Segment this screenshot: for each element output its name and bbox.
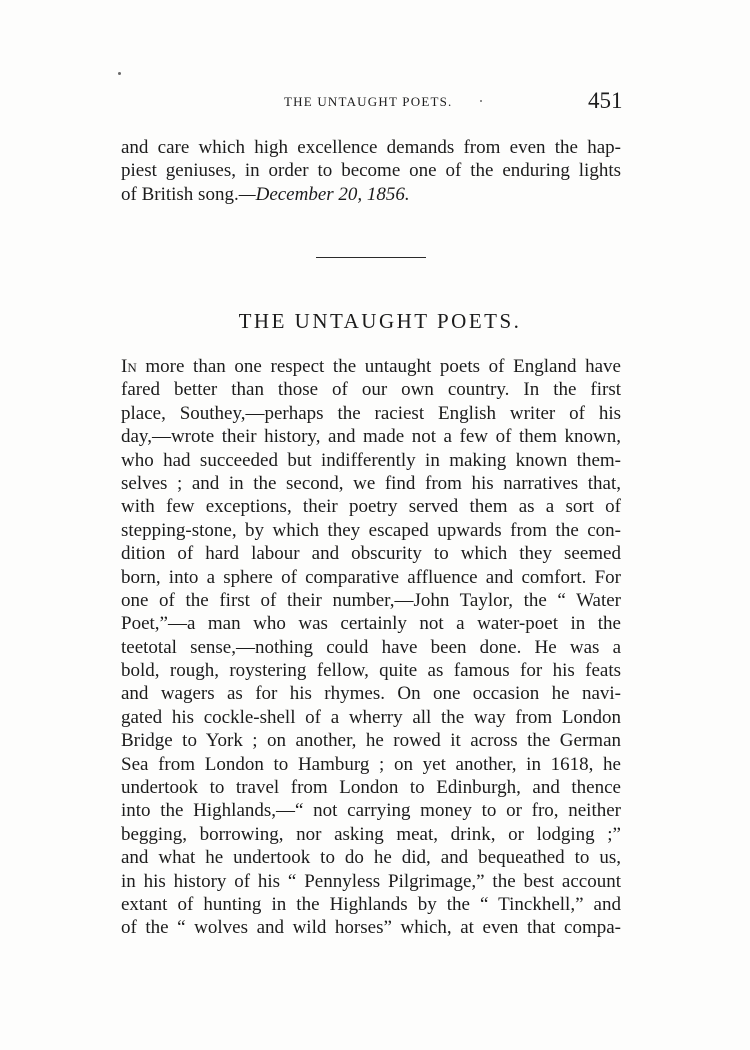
text-line: Poet,”—a man who was certainly not a water-poet in the (121, 613, 621, 635)
text-line: one of the first of their number,—John Taylor, the “ Water (121, 589, 621, 611)
text-line: born, into a sphere of comparative affluence and comfort. For (121, 566, 621, 588)
text-line: stepping-stone, by which they escaped upwards from the con- (121, 519, 621, 541)
text-line-last (121, 183, 621, 206)
text-line: begging, borrowing, nor asking meat, drink, or lodging ;” (121, 823, 621, 845)
text-line: piest geniuses, in order to become one of the enduring lights (121, 160, 621, 182)
text-line: Bridge to York ; on another, he rowed it across the German (121, 730, 621, 752)
dateline: —December 20, 1856. (238, 183, 410, 205)
text-line: selves ; and in the second, we find from his narratives that, (121, 472, 621, 494)
text-line: extant of hunting in the Highlands by the “ Tinckhell,” and (121, 893, 621, 915)
text-line: gated his cockle-shell of a wherry all the way from London (121, 706, 621, 728)
text-line: fared better than those of our own country. In the first (121, 379, 621, 401)
text-line: undertook to travel from London to Edinburgh, and thence (121, 777, 621, 799)
text-line: in his history of his “ Pennyless Pilgrimage,” the best account (121, 870, 621, 892)
continuation-paragraph (121, 136, 621, 206)
running-head: THE UNTAUGHT POETS. (284, 94, 453, 109)
text-line: dition of hard labour and obscurity to which they seemed (121, 543, 621, 565)
first-word: In (121, 356, 137, 377)
section-divider-rule (316, 257, 426, 258)
text-line: teetotal sense,—nothing could have been done. He was a (121, 636, 621, 658)
text-line: and what he undertook to do he did, and bequeathed to us, (121, 847, 621, 869)
text-line: bold, rough, roystering fellow, quite as famous for his feats (121, 660, 621, 682)
text-line: of British song. (121, 183, 239, 205)
text-line: day,—wrote their history, and made not a few of them known, (121, 426, 621, 448)
print-speck (480, 100, 482, 102)
first-line (121, 355, 621, 378)
first-line-rest: more than one respect the untaught poets of England have (136, 356, 621, 377)
text-line: Sea from London to Hamburg ; on yet another, in 1618, he (121, 753, 621, 775)
section-title: THE UNTAUGHT POETS. (238, 309, 522, 333)
page-number: 451 (588, 88, 623, 113)
text-line: place, Southey,—perhaps the raciest English writer of his (121, 402, 621, 424)
text-line: into the Highlands,—“ not carrying money to or fro, neither (121, 800, 621, 822)
print-speck (118, 72, 121, 75)
text-line: and care which high excellence demands from even the hap- (121, 137, 621, 158)
text-line: who had succeeded but indifferently in making known them- (121, 449, 621, 471)
text-line: with few exceptions, their poetry served them as a sort of (121, 496, 621, 518)
text-line: and wagers as for his rhymes. On one occasion he navi- (121, 683, 621, 705)
text-line: of the “ wolves and wild horses” which, at even that compa- (121, 917, 621, 939)
article-body (121, 355, 621, 940)
